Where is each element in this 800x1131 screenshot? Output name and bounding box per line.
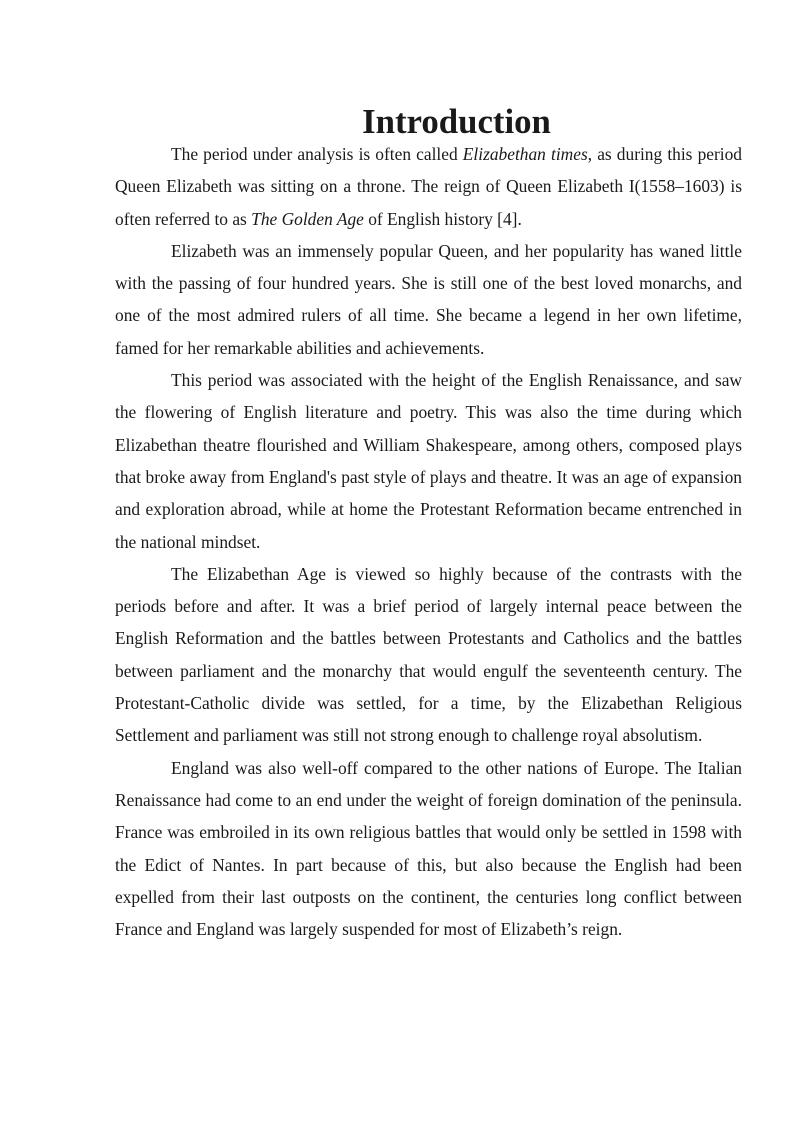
paragraph-text: The period under analysis is often called xyxy=(171,144,463,164)
paragraph-text: The Elizabethan Age is viewed so highly because of the contrasts with the periods before and after. It was a brief period of largely internal peace between the English Reformation and the battles between Protestants and Catholics and the battles between parliament and the monarchy that would engulf the seventeenth century. The Protestant-Catholic divide was settled, for a time, by the Elizabethan Religious Settlement and parliament was still not strong enough to challenge royal absolutism. xyxy=(115,563,742,746)
paragraph-text: England was also well-off compared to the other nations of Europe. The Italian Renaissance had come to an end under the weight of foreign domination of the peninsula. France was embroiled in its own religious battles that would only be settled in 1598 with the Edict of Nantes. In part because of this, but also because the English had been expelled from their last outposts on the continent, the centuries long conflict between France and England was largely suspended for most of Elizabeth’s reign. xyxy=(115,757,742,940)
italic-term-elizabethan-times: Elizabethan times xyxy=(462,144,588,164)
paragraph-4 xyxy=(115,558,742,752)
italic-term-golden-age: The Golden Age xyxy=(251,208,364,229)
paragraph-text: of English history [4]. xyxy=(363,208,522,229)
paragraph-text: Elizabeth was an immensely popular Queen, and her popularity has waned little with the passing of four hundred years. She is still one of the best loved monarchs, and one of the most admired rulers of all time. She became a legend in her own lifetime, famed for her remarkable abilities and achievements. xyxy=(115,240,742,358)
paragraph-2 xyxy=(115,235,742,364)
paragraph-1 xyxy=(115,138,742,235)
document-page xyxy=(115,102,743,945)
paragraph-3 xyxy=(115,364,742,558)
paragraph-5 xyxy=(115,752,742,946)
page-title: Introduction xyxy=(362,102,551,141)
paragraph-text: , as during this period Queen Elizabeth was sitting on a throne. The reign of Queen Elizabeth I(1558–1603) is often referred to as xyxy=(115,144,743,229)
paragraph-text: This period was associated with the height of the English Renaissance, and saw the flowering of English literature and poetry. This was also the time during which Elizabethan theatre flourished and William Shakespeare, among others, composed plays that broke away from England's past style of plays and theatre. It was an age of expansion and exploration abroad, while at home the Protestant Reformation became entrenched in the national mindset. xyxy=(115,370,742,552)
